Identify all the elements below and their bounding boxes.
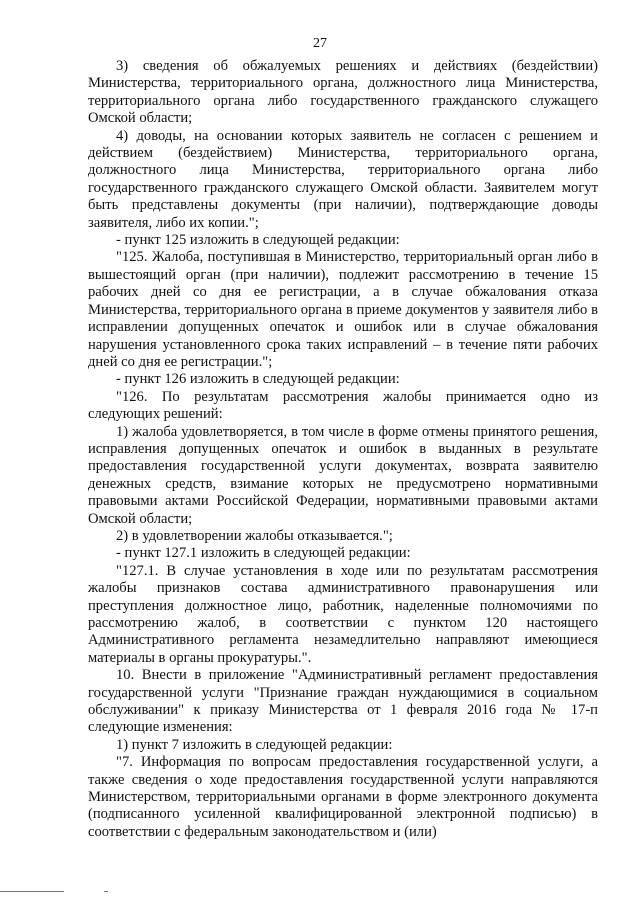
- paragraph: 1) пункт 7 изложить в следующей редакции:: [116, 736, 393, 753]
- paragraph: "127.1. В случае установления в ходе или по результатам рассмотрения жалобы признаков состава административного правонарушения или преступления должностное лицо, работник, наделенные полномочиями по рассмотрению жалоб, в соответствии с пунктом 120 настоящего Административного регламента незамедлительно направляют имеющиеся материалы в органы прокуратуры.".: [88, 562, 598, 666]
- paragraph: - пункт 125 изложить в следующей редакции:: [116, 232, 400, 249]
- paragraph: 3) сведения об обжалуемых решениях и действиях (бездействии) Министерства, территориального органа, должностного лица Министерства, территориального органа либо государственного гражданского служащего Омской области;: [88, 58, 598, 127]
- paragraph: - пункт 127.1 изложить в следующей редакции:: [116, 545, 411, 562]
- paragraph: "126. По результатам рассмотрения жалобы принимается одно из следующих решений:: [88, 388, 598, 423]
- paragraph: 1) жалоба удовлетворяется, в том числе в форме отмены принятого решения, исправления допущенных опечаток и ошибок в выданных в результате предоставления государственной услуги документах, возврата заявителю денежных средств, взимание которых не предусмотрено нормативными правовыми актами Российской Федерации, нормативными правовыми актами Омской области;: [88, 423, 598, 527]
- scan-artifact-dot: [104, 891, 108, 892]
- paragraph: - пункт 126 изложить в следующей редакции:: [116, 371, 400, 388]
- paragraph: "7. Информация по вопросам предоставления государственной услуги, а также сведения о ходе предоставления государственной услуги направляются Министерством, территориальными органами в форме электронного документа (подписанного усиленной квалифицированной электронной подписью) в соответствии с федеральным законодательством и (или): [88, 754, 598, 840]
- document-body: [88, 58, 598, 841]
- scan-artifact-line: [0, 891, 64, 892]
- page-number: 27: [313, 36, 327, 51]
- paragraph: 2) в удовлетворении жалобы отказывается.";: [116, 527, 393, 544]
- paragraph: 4) доводы, на основании которых заявитель не согласен с решением и действием (бездействием) Министерства, территориального органа, должностного лица Министерства, территориального органа либо государственного гражданского служащего Омской области. Заявителем могут быть представлены документы (при наличии), подтверждающие доводы заявителя, либо их копии.";: [88, 127, 598, 231]
- paragraph: 10. Внести в приложение "Административный регламент предоставления государственной услуги "Признание граждан нуждающимися в социальном обслуживании" к приказу Министерства от 1 февраля 2016 года № 17-п следующие изменения:: [88, 667, 598, 736]
- paragraph: "125. Жалоба, поступившая в Министерство, территориальный орган либо в вышестоящий орган (при наличии), подлежит рассмотрению в течение 15 рабочих дней со дня ее регистрации, а в случае обжалования отказа Министерства, территориального органа в приеме документов у заявителя либо в исправлении допущенных опечаток и ошибок или в случае обжалования нарушения установленного срока таких исправлений – в течение пяти рабочих дней со дня ее регистрации.";: [88, 249, 598, 370]
